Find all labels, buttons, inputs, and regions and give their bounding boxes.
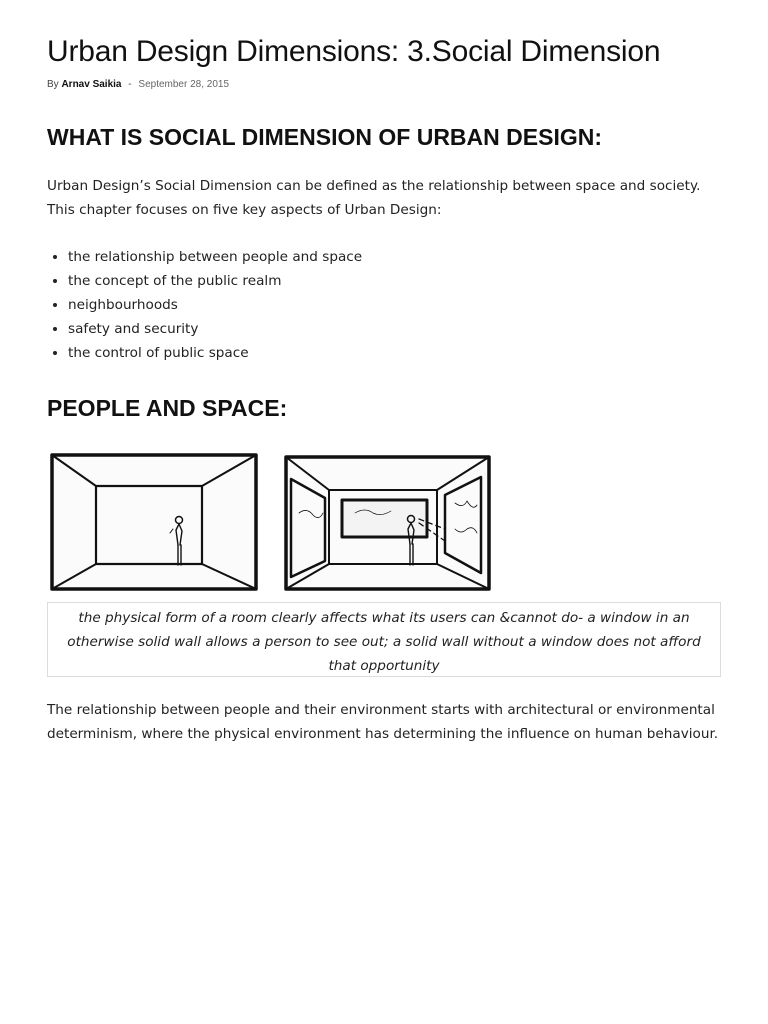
- body-paragraph: The relationship between people and their environment starts with architectural or environmental determinism, where the physical environment has determining the influence on human behaviour.: [47, 702, 719, 742]
- aspects-list: [47, 245, 362, 365]
- list-item: • safety and security: [68, 317, 362, 341]
- author-link[interactable]: Arnav Saikia: [61, 79, 122, 90]
- article-title: Urban Design Dimensions: 3.Social Dimension: [47, 35, 661, 68]
- room-with-window-sketch: [286, 457, 489, 589]
- image-caption: the physical form of a room clearly affects what its users can &cannot do- a window in an otherwise solid wall allows a person to see out; a solid wall without a window does not afford that opportunity: [47, 602, 721, 677]
- room-without-window-sketch: [52, 455, 256, 589]
- room-sketches-image: [50, 453, 495, 593]
- intro-paragraph: Urban Design’s Social Dimension can be defined as the relationship between space and society. This chapter focuses on five key aspects of Urban Design:: [47, 178, 701, 218]
- list-item: • neighbourhoods: [68, 293, 362, 317]
- list-item: • the relationship between people and space: [68, 245, 362, 269]
- section-heading-what: WHAT IS SOCIAL DIMENSION OF URBAN DESIGN:: [47, 124, 602, 150]
- publish-date: September 28, 2015: [138, 79, 230, 90]
- article-meta: [47, 79, 229, 90]
- list-item: • the concept of the public realm: [68, 269, 362, 293]
- meta-separator: -: [128, 79, 132, 90]
- list-item: • the control of public space: [68, 341, 362, 365]
- section-heading-people: PEOPLE AND SPACE:: [47, 395, 288, 421]
- by-label: By: [47, 79, 59, 90]
